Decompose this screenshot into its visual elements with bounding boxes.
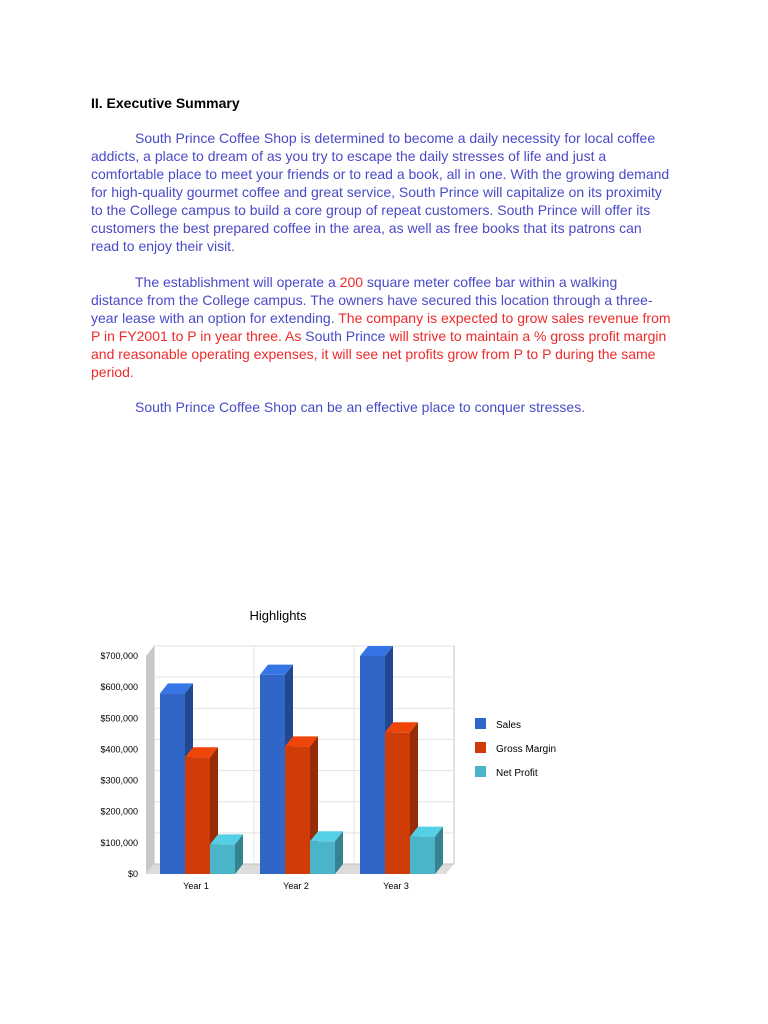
paragraph-intro: South Prince Coffee Shop is determined to become a daily necessity for local coffee addicts, a place to dream of as you try to escape the daily stresses of life and just a comfortable place to meet your friends or to read a book, all in one. With the growing demand for high-quality gourmet coffee and great service, South Prince will capitalize on its proximity to the College campus to build a core group of repeat customers. South Prince will offer its customers the best prepared coffee in the area, as well as free books that its patrons can read to enjoy their visit.: [91, 130, 670, 254]
y-tick-label: $400,000: [100, 744, 138, 755]
y-axis: [100, 651, 138, 879]
paragraph-closing: South Prince Coffee Shop can be an effective place to conquer stresses.: [135, 399, 586, 415]
bar-net-profit: [410, 827, 443, 874]
paragraph-establishment-company: South Prince: [305, 328, 386, 344]
y-tick-label: $100,000: [100, 837, 138, 848]
legend-label: Sales: [496, 720, 522, 731]
bar-net-profit: [310, 831, 343, 874]
legend-swatch: [475, 766, 486, 777]
paragraph-establishment-text-2: square meter coffee bar within a walking distance from the College campus. The owners have secured this location through a three-year lease with an option for extending.: [91, 274, 653, 326]
bar-front: [360, 656, 385, 874]
y-tick-label: $200,000: [100, 806, 138, 817]
x-axis: [183, 881, 409, 891]
paragraph-establishment-text-5: will strive to maintain a % gross profit margin and reasonable operating expenses, it will see net profits grow from P to P during the same period.: [91, 328, 667, 380]
bar-front: [185, 757, 210, 874]
y-tick-label: $500,000: [100, 713, 138, 724]
paragraph-establishment-text-3: The company is expected to grow sales revenue from P in FY2001 to P in year three. As: [91, 310, 671, 344]
legend-swatch: [475, 718, 486, 729]
chart-title: Highlights: [249, 608, 307, 623]
bar-front: [385, 732, 410, 874]
x-tick-label: Year 3: [383, 881, 409, 891]
bar-front: [310, 841, 335, 874]
bar-front: [160, 693, 185, 874]
section-heading: II. Executive Summary: [91, 95, 240, 111]
y-tick-label: $0: [127, 869, 138, 879]
bar-front: [285, 746, 310, 874]
paragraph-establishment-text-1: The establishment will operate a: [135, 274, 340, 290]
legend-swatch: [475, 742, 486, 753]
y-tick-label: $300,000: [100, 775, 138, 786]
plot-side-wall: [146, 646, 154, 874]
legend-label: Gross Margin: [496, 744, 557, 755]
highlights-chart: [80, 600, 600, 900]
y-tick-label: $700,000: [100, 651, 138, 661]
x-tick-label: Year 2: [283, 881, 309, 891]
legend-label: Net Profit: [496, 768, 538, 779]
area-value: 200: [339, 274, 364, 290]
x-tick-label: Year 1: [183, 881, 209, 891]
bar-front: [410, 837, 435, 874]
bar-front: [260, 675, 285, 874]
paragraph-establishment: [91, 273, 671, 381]
bar-net-profit: [210, 834, 243, 874]
legend: [475, 718, 556, 779]
bar-front: [210, 844, 235, 874]
y-tick-label: $600,000: [100, 682, 138, 693]
